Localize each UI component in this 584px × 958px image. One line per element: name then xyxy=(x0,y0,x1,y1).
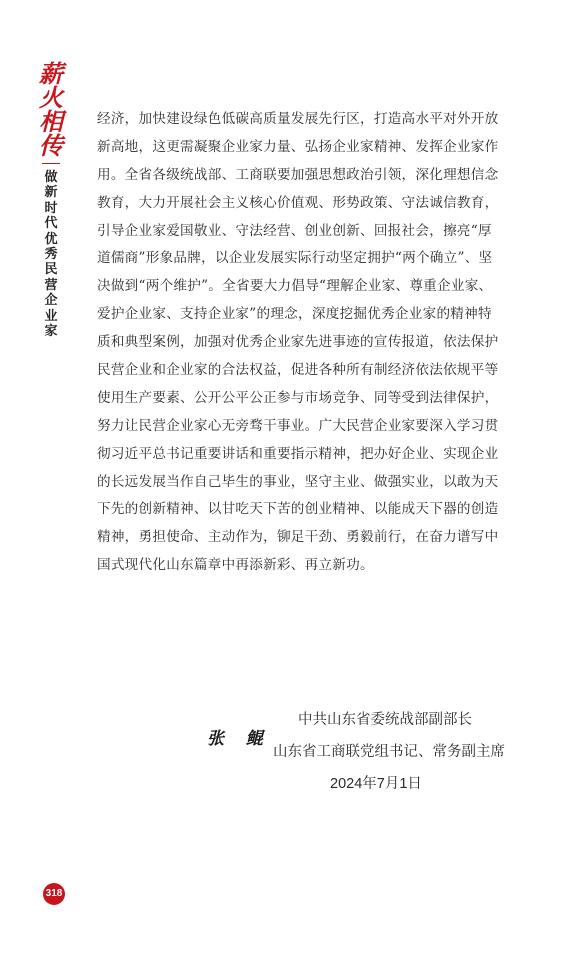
author-signature: 张 鲲 xyxy=(207,729,271,749)
brand-calligraphy xyxy=(38,59,64,160)
brand-char: 薪 xyxy=(39,59,63,88)
body-line: 努力让民营企业家心无旁骛干事业。广大民营企业家要深入学习贯 xyxy=(97,417,499,434)
body-line: 决做到“两个维护”。全省要大力倡导“理解企业家、尊重企业家、 xyxy=(97,278,493,295)
body-line: 国式现代化山东篇章中再添新彩、再立新功。 xyxy=(97,557,374,574)
body-line: 精神，勇担使命、主动作为，铆足干劲、勇毅前行，在奋力谱写中 xyxy=(97,529,499,546)
subtitle-char: 民 xyxy=(44,262,58,278)
page-number-badge: 318 xyxy=(43,883,65,905)
brand-char: 传 xyxy=(39,131,63,160)
body-line: 使用生产要素、公开公平公正参与市场竞争、同等受到法律保护， xyxy=(97,389,499,406)
body-line: 道儒商”形象品牌，以企业发展实际行动坚定拥护“两个确立”、坚 xyxy=(97,250,493,267)
body-line: 新高地，这更需凝聚企业家力量、弘扬企业家精神、发挥企业家作 xyxy=(97,138,499,155)
subtitle-char: 优 xyxy=(44,231,58,247)
brand-char: 火 xyxy=(39,83,63,112)
body-line: 的长远发展当作自己毕生的事业，坚守主业、做强实业，以敢为天 xyxy=(97,473,499,490)
author-title-1: 中共山东省委统战部副部长 xyxy=(298,712,472,728)
brand-char: 相 xyxy=(39,107,63,136)
body-line: 下先的创新精神、以甘吃天下苦的创业精神、以能成天下器的创造 xyxy=(97,501,499,518)
subtitle-char: 秀 xyxy=(44,247,58,263)
subtitle-char: 代 xyxy=(44,216,58,232)
signature-date: 2024年7月1日 xyxy=(330,776,422,792)
subtitle-char: 家 xyxy=(44,324,58,340)
brand-subtitle xyxy=(38,170,64,339)
subtitle-char: 企 xyxy=(44,293,58,309)
side-brand xyxy=(38,59,64,340)
author-title-2: 山东省工商联党组书记、常务副主席 xyxy=(273,744,505,760)
subtitle-char: 营 xyxy=(44,277,58,293)
body-line: 民营企业和企业家的合法权益，促进各种所有制经济依法依规平等 xyxy=(97,362,499,379)
body-line: 教育，大力开展社会主义核心价值观、形势政策、守法诚信教育， xyxy=(97,194,499,211)
body-line: 用。全省各级统战部、工商联要加强思想政治引领，深化理想信念 xyxy=(97,166,499,183)
body-line: 质和典型案例，加强对优秀企业家先进事迹的宣传报道，依法保护 xyxy=(97,334,499,351)
subtitle-char: 新 xyxy=(44,185,58,201)
body-line: 引导企业家爱国敬业、守法经营、创业创新、回报社会，擦亮“厚 xyxy=(97,222,492,239)
subtitle-char: 业 xyxy=(44,308,58,324)
body-text xyxy=(97,106,517,580)
body-line: 爱护企业家、支持企业家”的理念，深度挖掘优秀企业家的精神特 xyxy=(97,306,492,323)
subtitle-char: 做 xyxy=(44,170,58,185)
brand-divider xyxy=(42,163,60,164)
body-line: 彻习近平总书记重要讲话和重要指示精神，把办好企业、实现企业 xyxy=(97,445,499,462)
body-line: 经济，加快建设绿色低碳高质量发展先行区，打造高水平对外开放 xyxy=(97,111,499,127)
subtitle-char: 时 xyxy=(44,200,58,216)
